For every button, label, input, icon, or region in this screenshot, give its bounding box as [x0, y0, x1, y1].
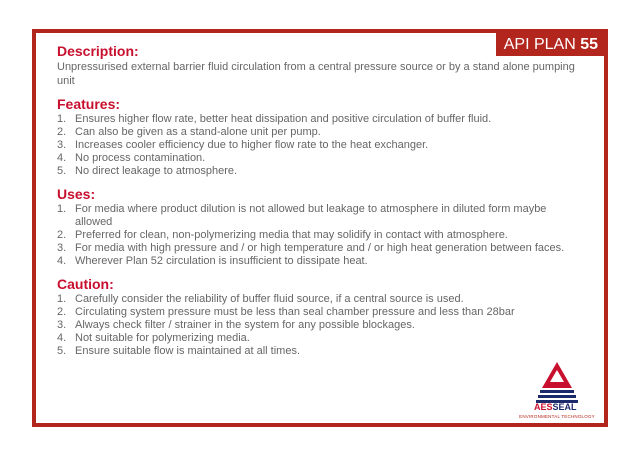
- list-item: 4. No process contamination.: [57, 152, 206, 164]
- aesseal-logo: [512, 360, 602, 425]
- plan-badge-prefix: API PLAN: [503, 36, 581, 53]
- uses-list: [57, 203, 577, 268]
- plan-badge-number: 55: [580, 36, 598, 53]
- list-item: 4. Not suitable for polymerizing media.: [57, 332, 250, 344]
- list-item: 1. Carefully consider the reliability of buffer fluid source, if a central source is used.: [57, 293, 464, 305]
- caution-section: [57, 276, 577, 358]
- caution-title: Caution:: [57, 276, 114, 292]
- slide-frame: [32, 29, 608, 427]
- list-item: 2. Circulating system pressure must be less than seal chamber pressure and less than 28bar: [57, 306, 515, 318]
- list-item: 3. Increases cooler efficiency due to higher flow rate to the heat exchanger.: [57, 139, 429, 151]
- uses-section: [57, 186, 577, 268]
- list-item: 5. Ensure suitable flow is maintained at all times.: [57, 345, 300, 357]
- caution-list: [57, 293, 577, 358]
- description-title: Description:: [57, 43, 139, 59]
- list-item: 4. Wherever Plan 52 circulation is insufficient to dissipate heat.: [57, 255, 368, 267]
- list-item: 3. Always check filter / strainer in the system for any possible blockages.: [57, 319, 415, 331]
- description-section: [57, 43, 577, 88]
- features-list: [57, 113, 577, 178]
- features-section: [57, 96, 577, 178]
- list-item: 2. Preferred for clean, non-polymerizing media that may solidify in contact with atmosphere.: [57, 229, 508, 241]
- list-item: 1. Ensures higher flow rate, better heat dissipation and positive circulation of buffer fluid.: [57, 113, 492, 125]
- logo-brand: AESSEAL: [534, 402, 577, 412]
- list-item: 2. Can also be given as a stand-alone unit per pump.: [57, 126, 321, 138]
- features-title: Features:: [57, 96, 121, 112]
- logo-tagline: ENVIRONMENTAL TECHNOLOGY: [519, 414, 595, 419]
- uses-title: Uses:: [57, 186, 96, 202]
- content: [57, 43, 577, 366]
- description-text: Unpressurised external barrier fluid circulation from a central pressure source or by a stand alone pumping unit: [57, 61, 575, 87]
- list-item: 5. No direct leakage to atmosphere.: [57, 165, 238, 177]
- list-item: 1. For media where product dilution is not allowed but leakage to atmosphere in diluted form maybe allowed: [57, 203, 547, 228]
- list-item: 3. For media with high pressure and / or high temperature and / or high heat generation between faces.: [57, 242, 565, 254]
